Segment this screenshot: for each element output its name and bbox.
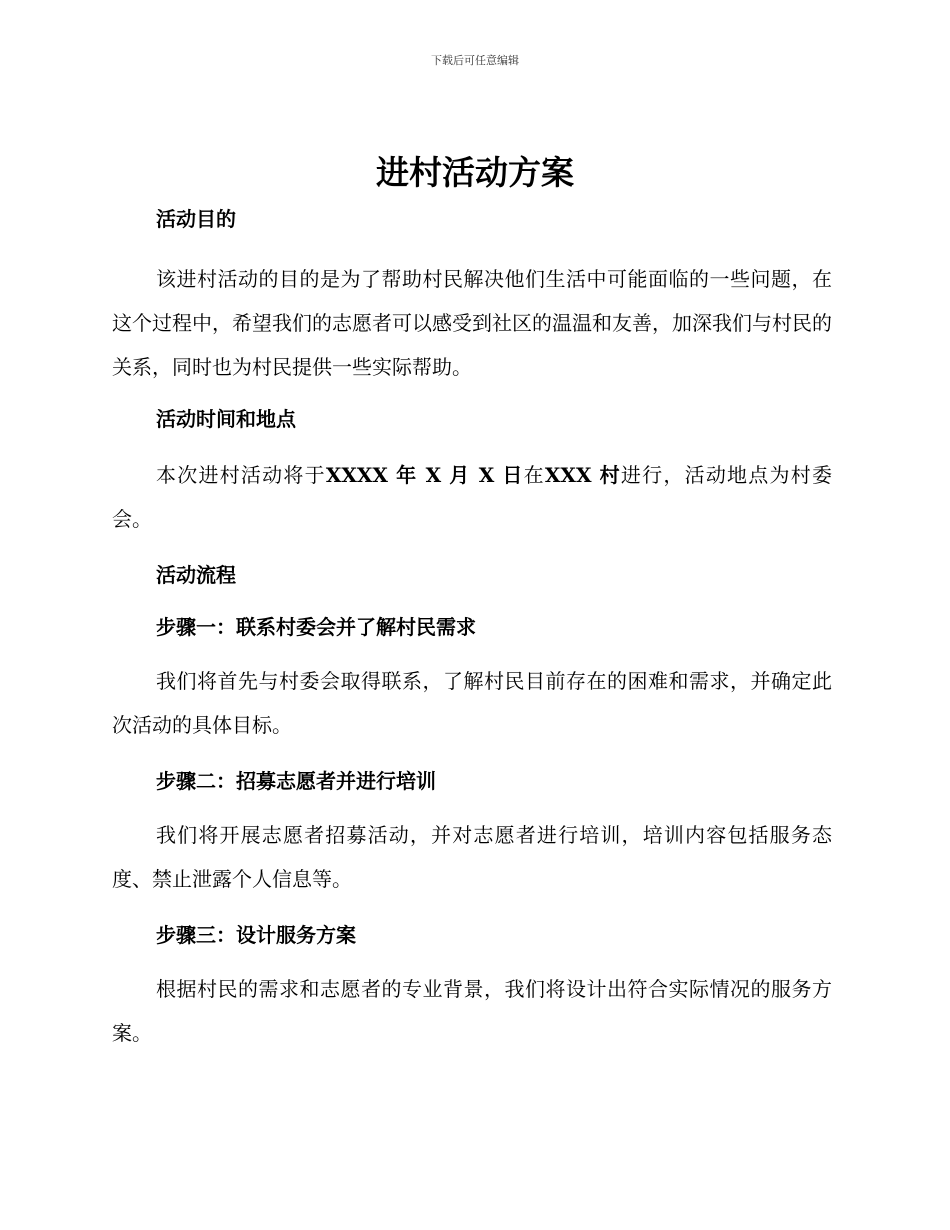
page-header: 下载后可任意编辑: [431, 54, 519, 67]
step-heading-3: 步骤三：设计服务方案: [156, 923, 356, 947]
step-text-3: 根据村民的需求和志愿者的专业背景，我们将设计出符合实际情况的服务方案。: [112, 977, 832, 1045]
step-heading-2: 步骤二：招募志愿者并进行培训: [156, 769, 436, 793]
document-title: 进村活动方案: [376, 153, 574, 192]
step-text-1: 我们将首先与村委会取得联系，了解村民目前存在的困难和需求，并确定此次活动的具体目标。: [112, 669, 832, 737]
document-body: [112, 203, 832, 1055]
step-text-2: 我们将开展志愿者招募活动，并对志愿者进行培训，培训内容包括服务态度、禁止泄露个人信息等。: [112, 823, 832, 891]
activity-date: XXXX 年 X 月 X 日: [325, 463, 524, 487]
time-place-text-3: 进行，活动地点为村委会。: [112, 463, 832, 531]
section-text-time-place: [112, 453, 832, 541]
section-text-purpose: 该进村活动的目的是为了帮助村民解决他们生活中可能面临的一些问题，在这个过程中，希望我们的志愿者可以感受到社区的温温和友善，加深我们与村民的关系，同时也为村民提供一些实际帮助。: [112, 267, 832, 379]
time-place-text-1: 本次进村活动将于: [156, 463, 326, 487]
section-heading-process: 活动流程: [156, 563, 236, 587]
step-heading-1: 步骤一：联系村委会并了解村民需求: [156, 615, 476, 639]
activity-village: XXX 村: [544, 463, 621, 487]
section-heading-purpose: 活动目的: [156, 207, 236, 231]
time-place-text-2: 在: [523, 463, 545, 487]
section-heading-time-place: 活动时间和地点: [156, 407, 296, 431]
